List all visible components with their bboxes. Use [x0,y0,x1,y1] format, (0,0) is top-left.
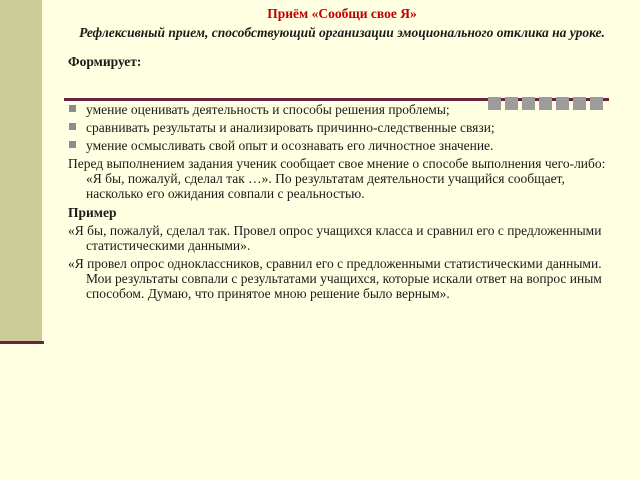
example-paragraph-2: «Я провел опрос одноклассников, сравнил его с предложенными статистическими данными. Мои результаты совпали с результатами учащихся, которые искали ответ на вопрос иным способом. Думаю, что принятое мною решение было верным». [68,256,602,301]
list-item-text: сравнивать результаты и анализировать причинно-следственные связи; [86,120,495,135]
list-item-text: умение осмысливать свой опыт и осознавать его личностное значение. [86,138,494,153]
slide-subtitle: Рефлексивный прием, способствующий организации эмоционального отклика на уроке. [79,25,605,40]
list-item [68,138,618,153]
slide-content [68,54,618,301]
side-decor-line [0,341,44,344]
forms-label: Формирует: [68,54,142,69]
list-item [68,102,618,117]
list-item-text: умение оценивать деятельность и способы решения проблемы; [86,102,450,117]
slide-title: Приём «Сообщи свое Я» [267,6,417,21]
square-bullet-icon [69,123,76,130]
description-paragraph: Перед выполнением задания ученик сообщает свое мнение о способе выполнения чего-либо: «Я бы, пожалуй, сделал так …». По результатам деятельности учащийся сообщает, насколько его ожидания совпали с реальностью. [68,156,606,201]
example-paragraph-1: «Я бы, пожалуй, сделал так. Провел опрос учащихся класса и сравнил его с предложенными статистическими данными». [68,223,602,253]
skills-list [68,102,618,153]
square-bullet-icon [69,105,76,112]
side-decor-bar [0,0,42,341]
example-label: Пример [68,205,117,220]
list-item [68,120,618,135]
square-bullet-icon [69,141,76,148]
